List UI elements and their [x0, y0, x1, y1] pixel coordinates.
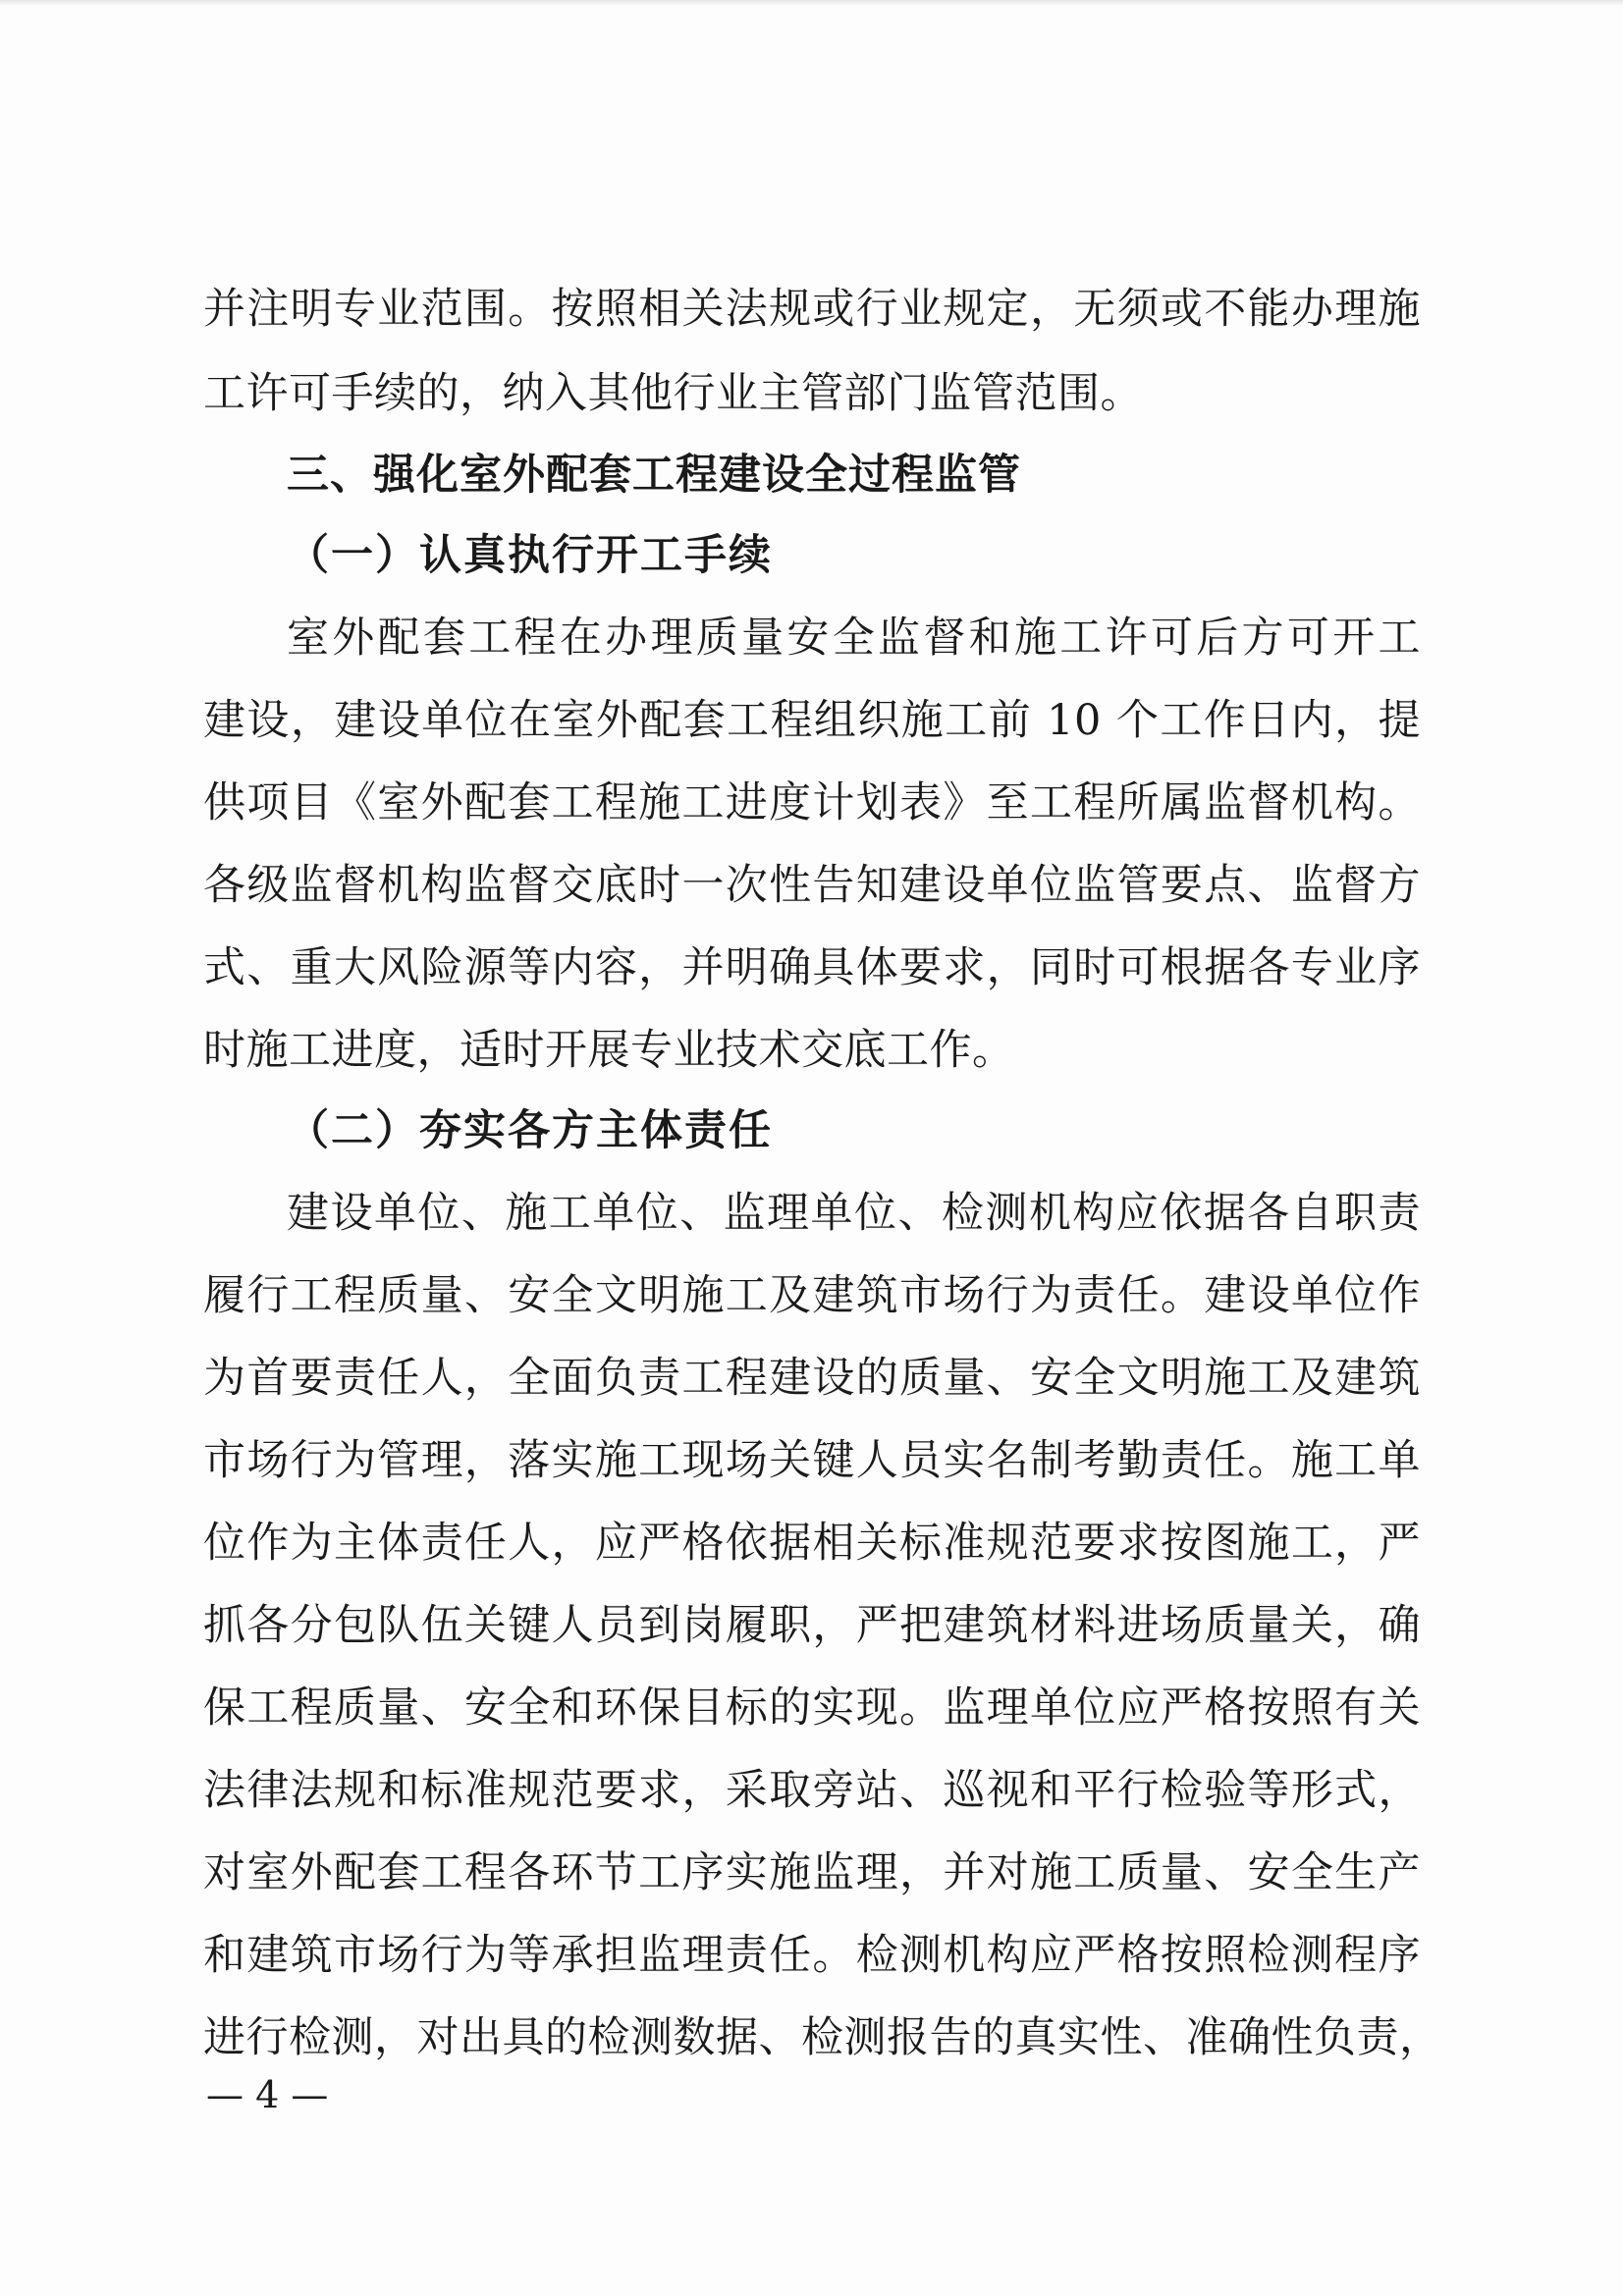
paragraph-line: 供项目《室外配套工程施工进度计划表》至工程所属监督机构。 — [203, 778, 1421, 828]
paragraph-line: 并注明专业范围。按照相关法规或行业规定，无须或不能办理施 — [203, 285, 1421, 334]
paragraph-line: 市场行为管理，落实施工现场关键人员实名制考勤责任。施工单 — [203, 1436, 1421, 1485]
paragraph-line: 建设单位、施工单位、监理单位、检测机构应依据各自职责 — [287, 1189, 1421, 1238]
paragraph-line: 各级监督机构监督交底时一次性告知建设单位监管要点、监督方 — [203, 861, 1421, 910]
paragraph-line: 法律法规和标准规范要求，采取旁站、巡视和平行检验等形式， — [203, 1766, 1421, 1815]
paragraph-line: 室外配套工程在办理质量安全监督和施工许可后方可开工 — [287, 614, 1421, 663]
page-number: — 4 — — [206, 2073, 329, 2116]
paragraph-line: 工许可手续的，纳入其他行业主管部门监管范围。 — [203, 369, 1143, 418]
paragraph-line: 式、重大风险源等内容，并明确具体要求，同时可根据各专业序 — [203, 943, 1421, 992]
paragraph-line: 为首要责任人，全面负责工程建设的质量、安全文明施工及建筑 — [203, 1354, 1421, 1403]
paragraph-line: 和建筑市场行为等承担监理责任。检测机构应严格按照检测程序 — [203, 1931, 1421, 1980]
paragraph-line: 时施工进度，适时开展专业技术交底工作。 — [203, 1026, 1015, 1075]
paragraph-line: 履行工程质量、安全文明施工及建筑市场行为责任。建设单位作 — [203, 1271, 1421, 1320]
section-heading: 三、强化室外配套工程建设全过程监管 — [287, 451, 1021, 500]
scan-edge — [0, 0, 1623, 6]
paragraph-line: 保工程质量、安全和环保目标的实现。监理单位应严格按照有关 — [203, 1683, 1421, 1733]
subsection-heading: （二）夯实各方主体责任 — [287, 1106, 773, 1155]
paragraph-line: 建设，建设单位在室外配套工程组织施工前 10 个工作日内，提 — [203, 696, 1421, 745]
subsection-heading: （一）认真执行开工手续 — [287, 531, 773, 580]
paragraph-line: 位作为主体责任人，应严格依据相关标准规范要求按图施工，严 — [203, 1519, 1421, 1568]
paragraph-line: 进行检测，对出具的检测数据、检测报告的真实性、准确性负责， — [203, 2013, 1442, 2062]
paragraph-line: 对室外配套工程各环节工序实施监理，并对施工质量、安全生产 — [203, 1848, 1421, 1897]
paragraph-line: 抓各分包队伍关键人员到岗履职，严把建筑材料进场质量关，确 — [203, 1601, 1421, 1650]
